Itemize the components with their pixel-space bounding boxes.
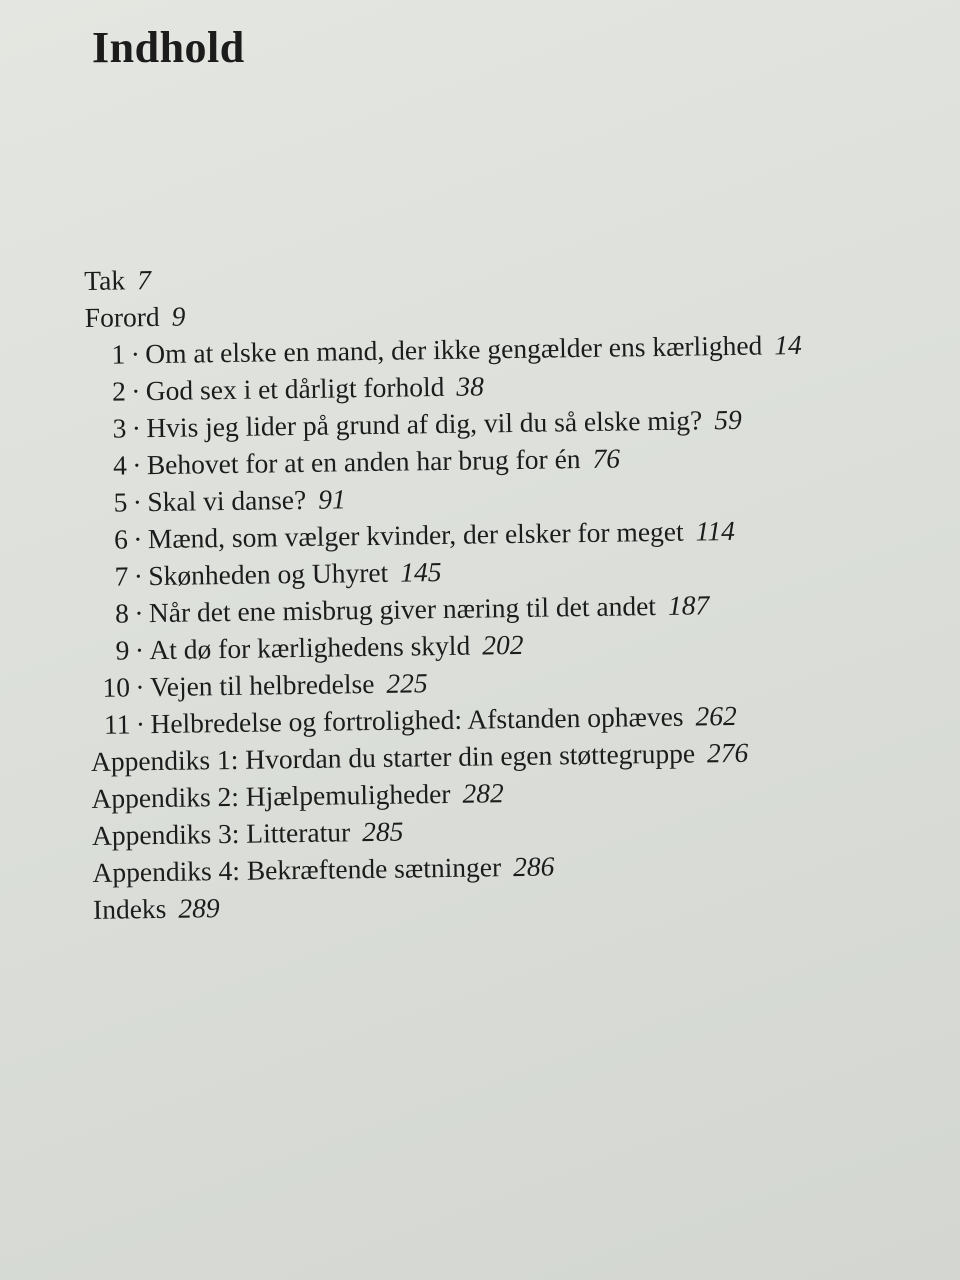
chapter-number: 2: [111, 375, 127, 407]
chapter-separator: ·: [132, 449, 142, 481]
chapter-separator: ·: [133, 560, 144, 592]
entry-label: Indeks: [92, 892, 167, 925]
chapter-separator: ·: [134, 597, 144, 629]
chapter-separator: ·: [134, 634, 145, 666]
chapter-page-number: 202: [481, 628, 524, 661]
chapter-title: Helbredelse og fortrolighed: Afstanden ophæves: [150, 700, 684, 740]
chapter-title: Når det ene misbrug giver næring til det andet: [148, 590, 657, 629]
entry-page-number: 282: [462, 777, 504, 809]
chapter-page-number: 262: [695, 699, 737, 732]
page-title: Indhold: [92, 23, 245, 72]
entry-page-number: 7: [136, 264, 152, 296]
entry-page-number: 286: [512, 850, 555, 883]
chapter-title: Vejen til helbredelse: [149, 667, 375, 703]
chapter-page-number: 225: [386, 667, 428, 699]
chapter-number: 3: [112, 412, 127, 444]
entry-page-number: 9: [171, 300, 186, 332]
chapter-number: 11: [103, 708, 131, 740]
chapter-title: Hvis jeg lider på grund af dig, vil du så elske mig?: [146, 404, 703, 444]
chapter-separator: ·: [135, 708, 146, 740]
chapter-number: 8: [114, 597, 130, 629]
entry-label: Appendiks 2: Hjælpemuligheder: [91, 777, 451, 814]
entry-page-number: 289: [178, 892, 220, 924]
entry-label: Appendiks 3: Litteratur: [91, 816, 351, 851]
chapter-title: At dø for kærlighedens skyld: [149, 629, 471, 666]
chapter-number: 7: [114, 560, 129, 592]
chapter-title: God sex i et dårligt forhold: [145, 370, 445, 407]
entry-page-number: 276: [706, 736, 749, 769]
chapter-page-number: 76: [592, 442, 621, 474]
chapter-separator: ·: [133, 523, 143, 555]
chapter-number: 1: [111, 338, 126, 370]
entry-label: Tak: [84, 264, 126, 296]
chapter-number: 10: [102, 671, 131, 703]
table-of-contents: [84, 252, 810, 928]
chapter-number: 9: [115, 634, 130, 666]
chapter-page-number: 59: [714, 403, 742, 436]
chapter-page-number: 91: [317, 483, 346, 515]
entry-page-number: 285: [361, 815, 404, 848]
chapter-page-number: 145: [399, 556, 442, 588]
entry-label: Appendiks 1: Hvordan du starter din egen støttegruppe: [90, 737, 696, 777]
chapter-number: 6: [113, 523, 129, 555]
chapter-title: Mænd, som vælger kvinder, der elsker for meget: [147, 515, 684, 555]
chapter-number: 5: [113, 486, 128, 518]
chapter-page-number: 187: [667, 589, 710, 621]
chapter-number: 4: [112, 449, 128, 481]
chapter-title: Om at elske en mand, der ikke gengælder ens kærlighed: [145, 329, 763, 370]
chapter-separator: ·: [132, 486, 143, 518]
chapter-separator: ·: [135, 671, 145, 703]
chapter-title: Skønheden og Uhyret: [148, 556, 389, 592]
chapter-page-number: 14: [774, 328, 803, 361]
chapter-page-number: 38: [456, 370, 485, 402]
entry-label: Forord: [84, 300, 160, 333]
chapter-separator: ·: [130, 375, 141, 407]
chapter-separator: ·: [131, 412, 142, 444]
chapter-title: Skal vi danse?: [147, 483, 307, 518]
entry-label: Appendiks 4: Bekræftende sætninger: [92, 851, 502, 888]
chapter-separator: ·: [130, 338, 141, 370]
chapter-page-number: 114: [695, 514, 736, 547]
chapter-title: Behovet for at en anden har brug for én: [146, 443, 581, 481]
